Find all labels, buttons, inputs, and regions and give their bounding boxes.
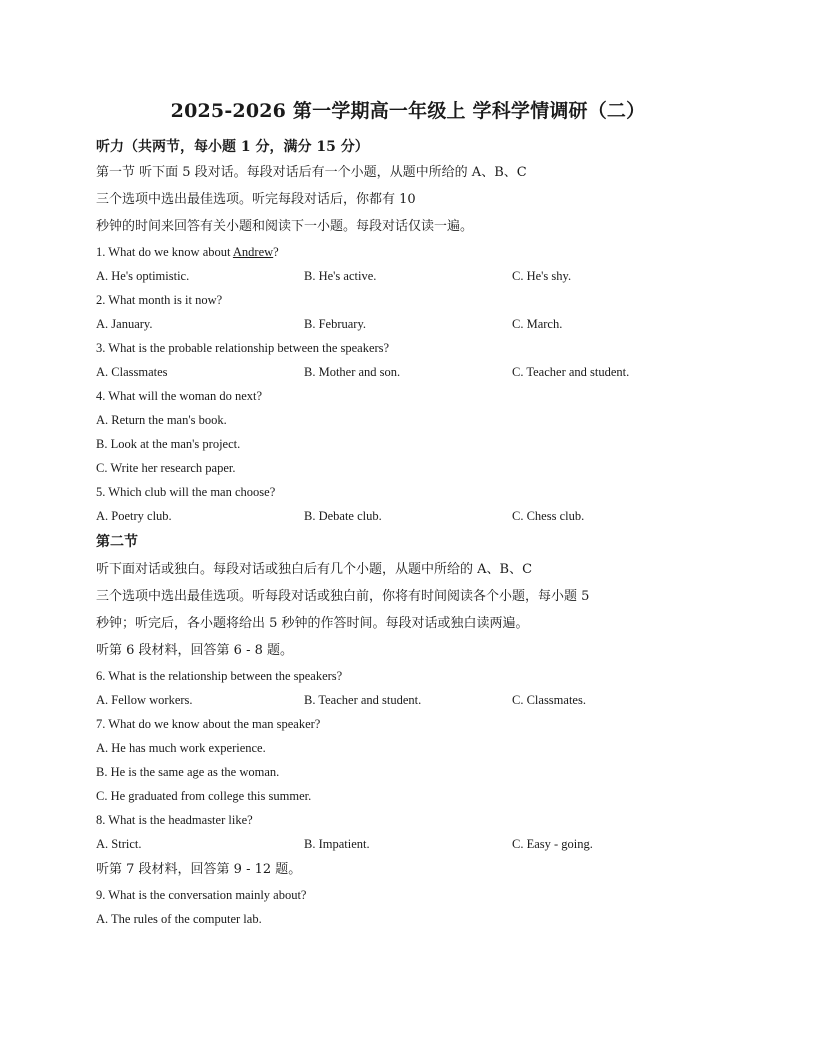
instruction-line: 秒钟；听完后，各小题将给出 5 秒钟的作答时间。每段对话或独白读两遍。 (96, 616, 529, 631)
option-c: C. Classmates. (512, 693, 586, 707)
option-c: C. March. (512, 317, 563, 331)
question-1-options (96, 264, 720, 288)
question-9: 9. What is the conversation mainly about? (96, 888, 307, 902)
question-6: 6. What is the relationship between the speakers? (96, 669, 343, 683)
option-c: C. Chess club. (512, 509, 585, 523)
option-b: B. Impatient. (304, 837, 370, 851)
option-b: B. Debate club. (304, 509, 382, 523)
question-8-options (96, 832, 720, 856)
listening-heading: 听力（共两节，每小题 1 分，满分 15 分） (96, 139, 369, 155)
option-a: A. The rules of the computer lab. (96, 912, 262, 926)
option-a: A. Fellow workers. (96, 693, 193, 707)
question-5: 5. Which club will the man choose? (96, 485, 276, 499)
instruction-line: 三个选项中选出最佳选项。听完每段对话后，你都有 10 (96, 192, 416, 207)
question-8: 8. What is the headmaster like? (96, 813, 253, 827)
material-7-note: 听第 7 段材料，回答第 9 - 12 题。 (96, 862, 302, 877)
exam-page (96, 96, 720, 931)
option-c: C. He's shy. (512, 269, 572, 283)
instruction-line: 第一节 听下面 5 段对话。每段对话后有一个小题，从题中所给的 A、B、C (96, 165, 527, 180)
option-c: C. He graduated from college this summer. (96, 789, 312, 803)
option-c: C. Easy - going. (512, 837, 593, 851)
question-4: 4. What will the woman do next? (96, 389, 263, 403)
option-b: B. He's active. (304, 269, 377, 283)
option-b: B. February. (304, 317, 367, 331)
question-1 (96, 240, 720, 264)
option-b: B. Look at the man's project. (96, 437, 241, 451)
question-1-name: Andrew (232, 245, 274, 259)
option-b: B. Mother and son. (304, 365, 401, 379)
exam-title: 2025-2026 第一学期高一年级上 学科学情调研（二） (170, 100, 646, 122)
material-6-note: 听第 6 段材料，回答第 6 - 8 题。 (96, 643, 293, 658)
question-7: 7. What do we know about the man speaker? (96, 717, 321, 731)
question-6-options (96, 688, 720, 712)
instruction-line: 秒钟的时间来回答有关小题和阅读下一小题。每段对话仅读一遍。 (96, 219, 474, 234)
question-3-options (96, 360, 720, 384)
option-a: A. January. (96, 317, 153, 331)
question-1-suffix: ? (273, 245, 279, 259)
question-5-options (96, 504, 720, 528)
instruction-line: 听下面对话或独白。每段对话或独白后有几个小题，从题中所给的 A、B、C (96, 562, 533, 577)
question-3: 3. What is the probable relationship between the speakers? (96, 341, 390, 355)
option-c: C. Teacher and student. (512, 365, 630, 379)
question-2-options (96, 312, 720, 336)
option-b: B. He is the same age as the woman. (96, 765, 280, 779)
question-1-prefix: 1. What do we know about (96, 245, 233, 259)
section2-instructions (96, 556, 720, 637)
option-a: A. He has much work experience. (96, 741, 266, 755)
option-b: B. Teacher and student. (304, 693, 422, 707)
option-a: A. Return the man's book. (96, 413, 227, 427)
option-c: C. Write her research paper. (96, 461, 236, 475)
section1-instructions (96, 159, 720, 240)
question-2: 2. What month is it now? (96, 293, 223, 307)
option-a: A. Classmates (96, 365, 168, 379)
option-a: A. Strict. (96, 837, 142, 851)
option-a: A. He's optimistic. (96, 269, 190, 283)
instruction-line: 三个选项中选出最佳选项。听每段对话或独白前，你将有时间阅读各个小题，每小题 5 (96, 589, 590, 604)
section2-heading: 第二节 (96, 534, 138, 550)
option-a: A. Poetry club. (96, 509, 172, 523)
